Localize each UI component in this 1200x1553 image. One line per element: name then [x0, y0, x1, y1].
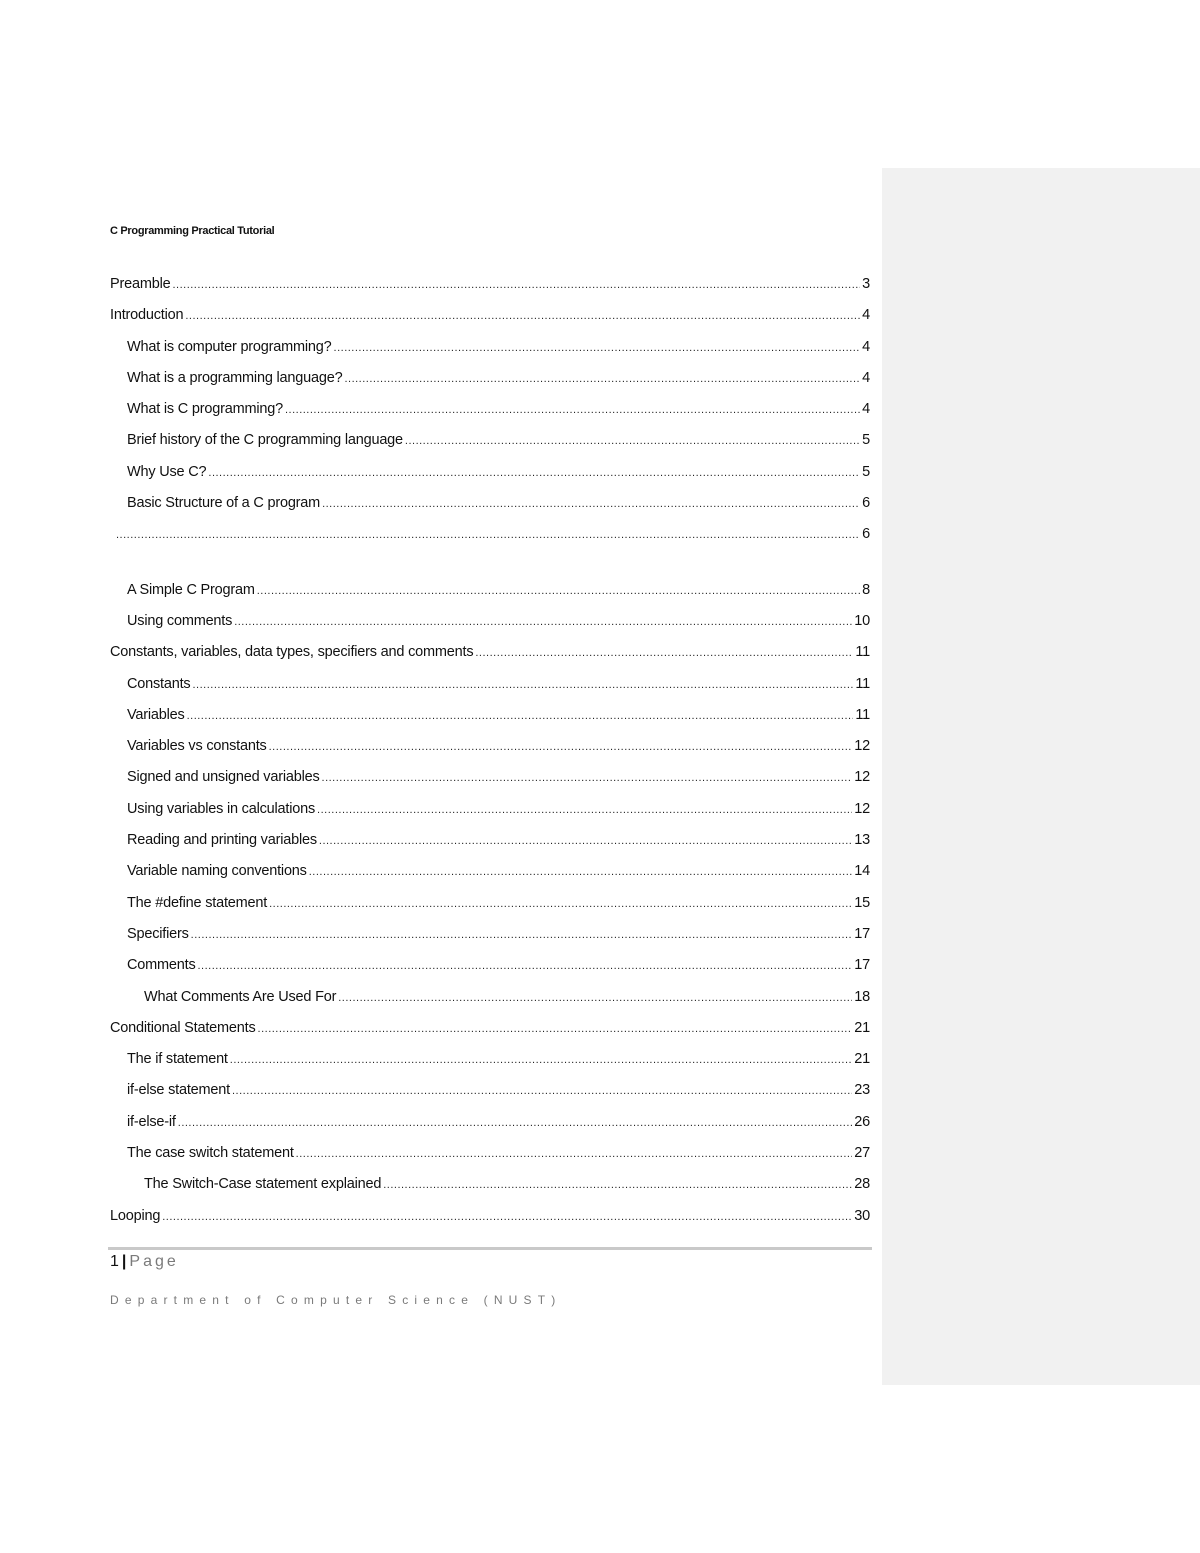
footer-divider — [108, 1247, 872, 1250]
toc-dot-leader — [383, 1179, 852, 1191]
toc-entry-label: Signed and unsigned variables — [127, 769, 320, 786]
toc-entry[interactable] — [110, 432, 870, 463]
toc-entry[interactable] — [110, 832, 870, 863]
toc-entry[interactable] — [110, 495, 870, 526]
toc-entry[interactable] — [110, 307, 870, 338]
toc-entry-label: What is computer programming? — [127, 338, 332, 355]
toc-entry-page: 13 — [854, 832, 870, 849]
toc-entry-label: A Simple C Program — [127, 581, 255, 598]
toc-entry-page: 6 — [862, 526, 870, 543]
toc-dot-leader — [198, 960, 853, 972]
toc-entry[interactable] — [110, 1082, 870, 1113]
toc-dot-leader — [230, 1054, 853, 1066]
toc-entry-label: Constants, variables, data types, specifiers and comments — [110, 644, 474, 661]
toc-entry-page: 8 — [862, 581, 870, 598]
toc-entry-label: The if statement — [127, 1051, 228, 1068]
toc-entry[interactable] — [110, 644, 870, 675]
toc-entry-page: 12 — [854, 800, 870, 817]
toc-entry[interactable] — [110, 276, 870, 307]
toc-entry-page: 4 — [862, 401, 870, 418]
toc-entry-page: 18 — [854, 988, 870, 1005]
toc-entry-page: 11 — [855, 675, 870, 692]
toc-entry[interactable] — [110, 464, 870, 495]
toc-dot-leader — [344, 373, 860, 385]
toc-dot-leader — [296, 1148, 853, 1160]
toc-dot-leader — [322, 772, 853, 784]
toc-entry[interactable] — [110, 801, 870, 832]
toc-entry-label: Reading and printing variables — [127, 832, 317, 849]
toc-dot-leader — [258, 1023, 853, 1035]
toc-entry-label: Brief history of the C programming language — [127, 432, 403, 449]
toc-entry[interactable] — [110, 582, 870, 613]
toc-entry[interactable] — [110, 676, 870, 707]
toc-dot-leader — [285, 404, 860, 416]
toc-dot-leader — [172, 279, 860, 291]
toc-entry-label: Variables vs constants — [127, 738, 267, 755]
toc-entry-label: Introduction — [110, 307, 184, 324]
comment-pane — [882, 168, 1200, 1385]
toc-dot-leader — [187, 710, 854, 722]
toc-entry-label: Basic Structure of a C program — [127, 495, 321, 512]
toc-entry-page: 17 — [854, 957, 870, 974]
toc-dot-leader — [317, 804, 852, 816]
toc-dot-leader — [475, 647, 853, 659]
toc-entry-page: 11 — [855, 644, 870, 661]
toc-entry-page: 4 — [862, 369, 870, 386]
toc-entry-page: 11 — [855, 706, 870, 723]
toc-entry-label: Conditional Statements — [110, 1019, 256, 1036]
toc-entry[interactable] — [110, 613, 870, 644]
toc-entry[interactable] — [110, 926, 870, 957]
toc-dot-leader — [178, 1117, 853, 1129]
toc-entry-label: The Switch-Case statement explained — [144, 1176, 382, 1193]
toc-entry-page: 4 — [862, 338, 870, 355]
toc-entry-label: What is C programming? — [127, 401, 283, 418]
toc-entry[interactable] — [110, 738, 870, 769]
toc-entry[interactable] — [110, 895, 870, 926]
toc-entry[interactable] — [110, 957, 870, 988]
toc-dot-leader — [405, 435, 860, 447]
toc-entry[interactable] — [110, 769, 870, 800]
toc-entry-label: Using comments — [127, 612, 233, 629]
toc-dot-leader — [257, 585, 860, 597]
toc-entry[interactable] — [110, 1020, 870, 1051]
page-number: 1 — [110, 1253, 119, 1270]
toc-entry[interactable] — [110, 1114, 870, 1145]
toc-entry-label: Why Use C? — [127, 463, 207, 480]
toc-entry-page: 21 — [854, 1051, 870, 1068]
toc-entry[interactable] — [110, 989, 870, 1020]
toc-dot-leader — [193, 679, 854, 691]
toc-entry-label: What Comments Are Used For — [144, 988, 337, 1005]
toc-entry-label: The case switch statement — [127, 1145, 294, 1162]
toc-entry-label: Using variables in calculations — [127, 800, 316, 817]
toc-entry-label: Specifiers — [127, 925, 189, 942]
toc-entry-label: if-else statement — [127, 1082, 230, 1099]
toc-dot-leader — [319, 835, 852, 847]
toc-dot-leader — [338, 992, 852, 1004]
toc-entry-label: Variable naming conventions — [127, 863, 307, 880]
toc-entry-label: Comments — [127, 957, 196, 974]
toc-entry[interactable] — [110, 1208, 870, 1239]
document-header: C Programming Practical Tutorial — [110, 225, 275, 237]
toc-entry[interactable] — [110, 401, 870, 432]
toc-entry-page: 4 — [862, 307, 870, 324]
page-word: Page — [129, 1253, 179, 1270]
toc-dot-leader — [232, 1085, 852, 1097]
toc-entry[interactable] — [110, 1176, 870, 1207]
toc-dot-leader — [334, 342, 861, 354]
toc-entry-label: Preamble — [110, 276, 171, 292]
toc-entry-page: 26 — [854, 1113, 870, 1130]
toc-entry[interactable] — [110, 707, 870, 738]
toc-entry-page: 10 — [854, 612, 870, 629]
toc-entry-page: 23 — [854, 1082, 870, 1099]
toc-dot-leader — [162, 1211, 852, 1223]
toc-entry[interactable] — [110, 863, 870, 894]
toc-entry-page: 12 — [854, 738, 870, 755]
toc-dot-leader — [191, 929, 853, 941]
toc-entry-page: 5 — [862, 432, 870, 449]
toc-entry-page: 17 — [854, 925, 870, 942]
toc-entry-page: 5 — [862, 463, 870, 480]
toc-entry-label: Looping — [110, 1207, 161, 1224]
toc-dot-leader — [208, 467, 860, 479]
toc-dot-leader — [309, 866, 853, 878]
toc-entry-label: Variables — [127, 706, 185, 723]
toc-entry-page: 27 — [854, 1145, 870, 1162]
toc-entry-page: 30 — [854, 1207, 870, 1224]
toc-dot-leader — [185, 310, 860, 322]
toc-entry-label: if-else-if — [127, 1113, 176, 1130]
toc-dot-leader — [234, 616, 852, 628]
toc-entry-page: 6 — [862, 495, 870, 512]
footer-page-number — [110, 1253, 179, 1271]
toc-entry-label: The #define statement — [127, 894, 268, 911]
toc-entry[interactable] — [110, 1145, 870, 1176]
toc-dot-leader — [269, 898, 852, 910]
toc-entry-page: 21 — [854, 1019, 870, 1036]
toc-entry[interactable] — [110, 526, 870, 557]
toc-entry[interactable] — [110, 1051, 870, 1082]
table-of-contents — [110, 276, 870, 1239]
toc-entry-label: Constants — [127, 675, 191, 692]
footer-department: Department of Computer Science (NUST) — [110, 1293, 562, 1307]
toc-dot-leader — [269, 741, 853, 753]
toc-entry-label: What is a programming language? — [127, 369, 343, 386]
toc-entry-page: 15 — [854, 894, 870, 911]
toc-entry-page: 12 — [854, 769, 870, 786]
toc-entry-page: 14 — [854, 863, 870, 880]
toc-dot-leader — [322, 498, 860, 510]
toc-entry-page: 3 — [862, 276, 870, 292]
page-separator: | — [121, 1253, 127, 1270]
toc-dot-leader — [116, 529, 860, 541]
toc-entry[interactable] — [110, 339, 870, 370]
toc-entry[interactable] — [110, 370, 870, 401]
toc-entry-page: 28 — [854, 1176, 870, 1193]
